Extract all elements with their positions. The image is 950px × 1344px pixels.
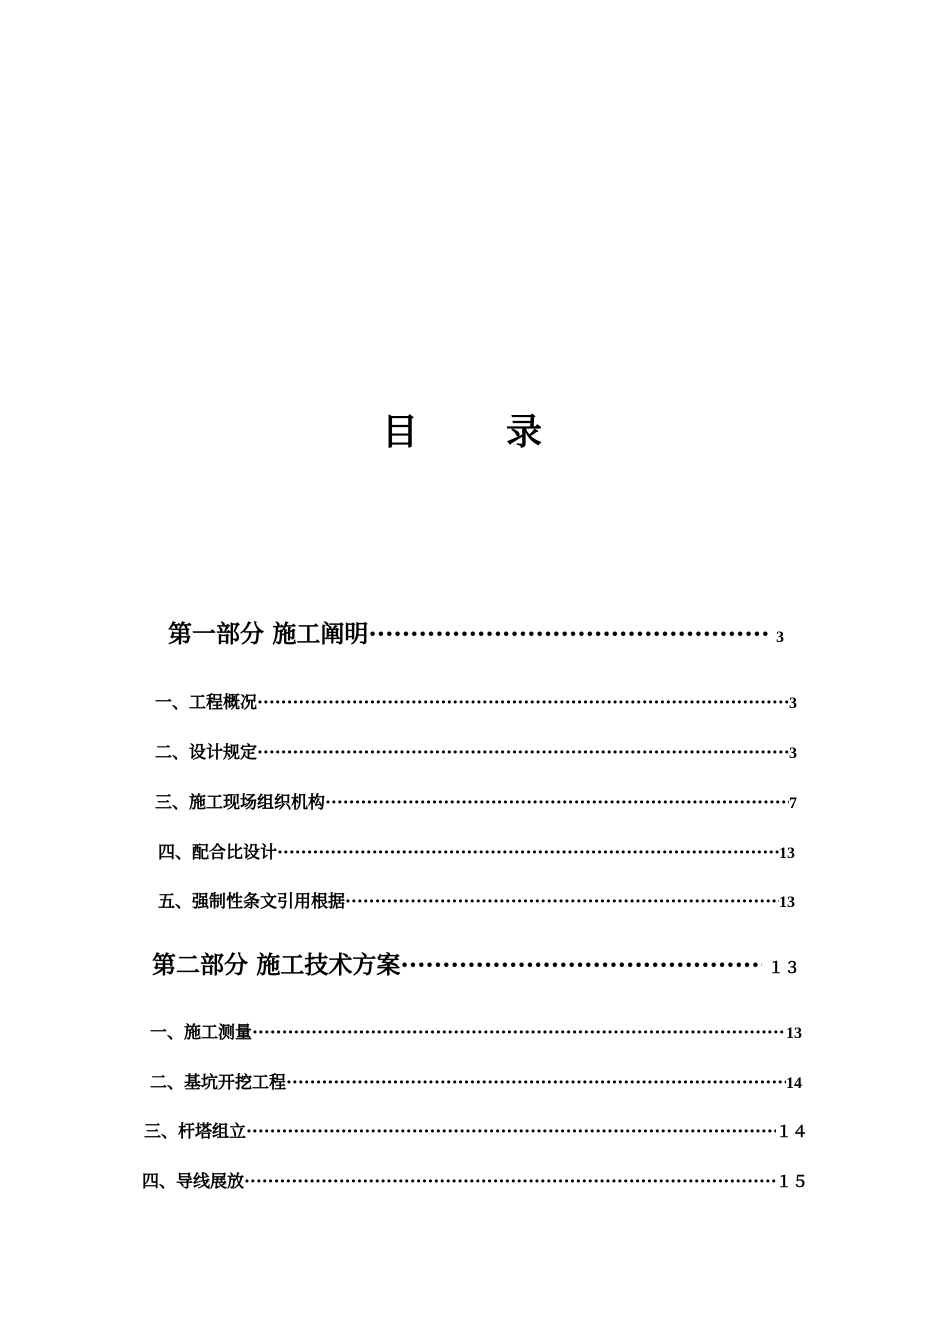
toc-entry-2-3 — [144, 1117, 808, 1142]
toc-leader-dots — [246, 1122, 776, 1142]
toc-entry-part-1 — [168, 614, 784, 649]
toc-entry-label: 二、设计规定 — [155, 743, 257, 763]
toc-entry-page: 7 — [789, 795, 797, 812]
toc-entry-label: 第二部分 施工技术方案 — [152, 950, 401, 979]
toc-entry-label: 三、施工现场组织机构 — [155, 793, 325, 813]
toc-entry-page: 13 — [786, 1025, 802, 1042]
toc-leader-dots — [286, 1073, 786, 1093]
toc-entry-page: 3 — [776, 629, 784, 646]
toc-leader-dots — [257, 743, 789, 763]
toc-leader-dots — [244, 1172, 776, 1192]
toc-entry-1-1 — [155, 688, 797, 713]
toc-entry-label: 四、配合比设计 — [158, 843, 277, 863]
toc-entry-page: 13 — [779, 894, 795, 911]
toc-entry-page: １５ — [775, 1174, 808, 1191]
toc-leader-dots — [277, 843, 779, 863]
toc-entry-label: 一、施工测量 — [150, 1023, 252, 1043]
toc-entry-part-2 — [152, 945, 800, 980]
toc-entry-page: １４ — [775, 1124, 808, 1141]
toc-entry-page: 14 — [786, 1075, 802, 1092]
toc-entry-label: 五、强制性条文引用根据 — [158, 892, 345, 912]
toc-entry-label: 第一部分 施工阐明 — [168, 619, 369, 648]
toc-leader-dots — [400, 950, 762, 979]
toc-entry-label: 四、导线展放 — [142, 1172, 244, 1192]
toc-entry-label: 二、基坑开挖工程 — [150, 1073, 286, 1093]
toc-entry-page: １３ — [767, 960, 800, 977]
toc-leader-dots — [252, 1023, 786, 1043]
toc-entry-label: 三、杆塔组立 — [144, 1122, 246, 1142]
toc-entry-2-2 — [150, 1068, 802, 1093]
toc-entry-1-2 — [155, 738, 797, 763]
toc-entry-page: 3 — [789, 695, 797, 712]
toc-leader-dots — [368, 619, 770, 648]
toc-title: 目 录 — [381, 411, 568, 453]
toc-leader-dots — [257, 693, 789, 713]
toc-entry-page: 13 — [779, 845, 795, 862]
toc-entry-1-5 — [158, 887, 795, 912]
toc-entry-1-4 — [158, 838, 795, 863]
toc-entry-label: 一、工程概况 — [155, 693, 257, 713]
toc-entry-1-3 — [155, 788, 797, 813]
toc-entry-2-4 — [142, 1167, 808, 1192]
toc-leader-dots — [345, 892, 779, 912]
toc-entry-page: 3 — [789, 745, 797, 762]
toc-leader-dots — [325, 793, 789, 813]
toc-entry-2-1 — [150, 1018, 802, 1043]
